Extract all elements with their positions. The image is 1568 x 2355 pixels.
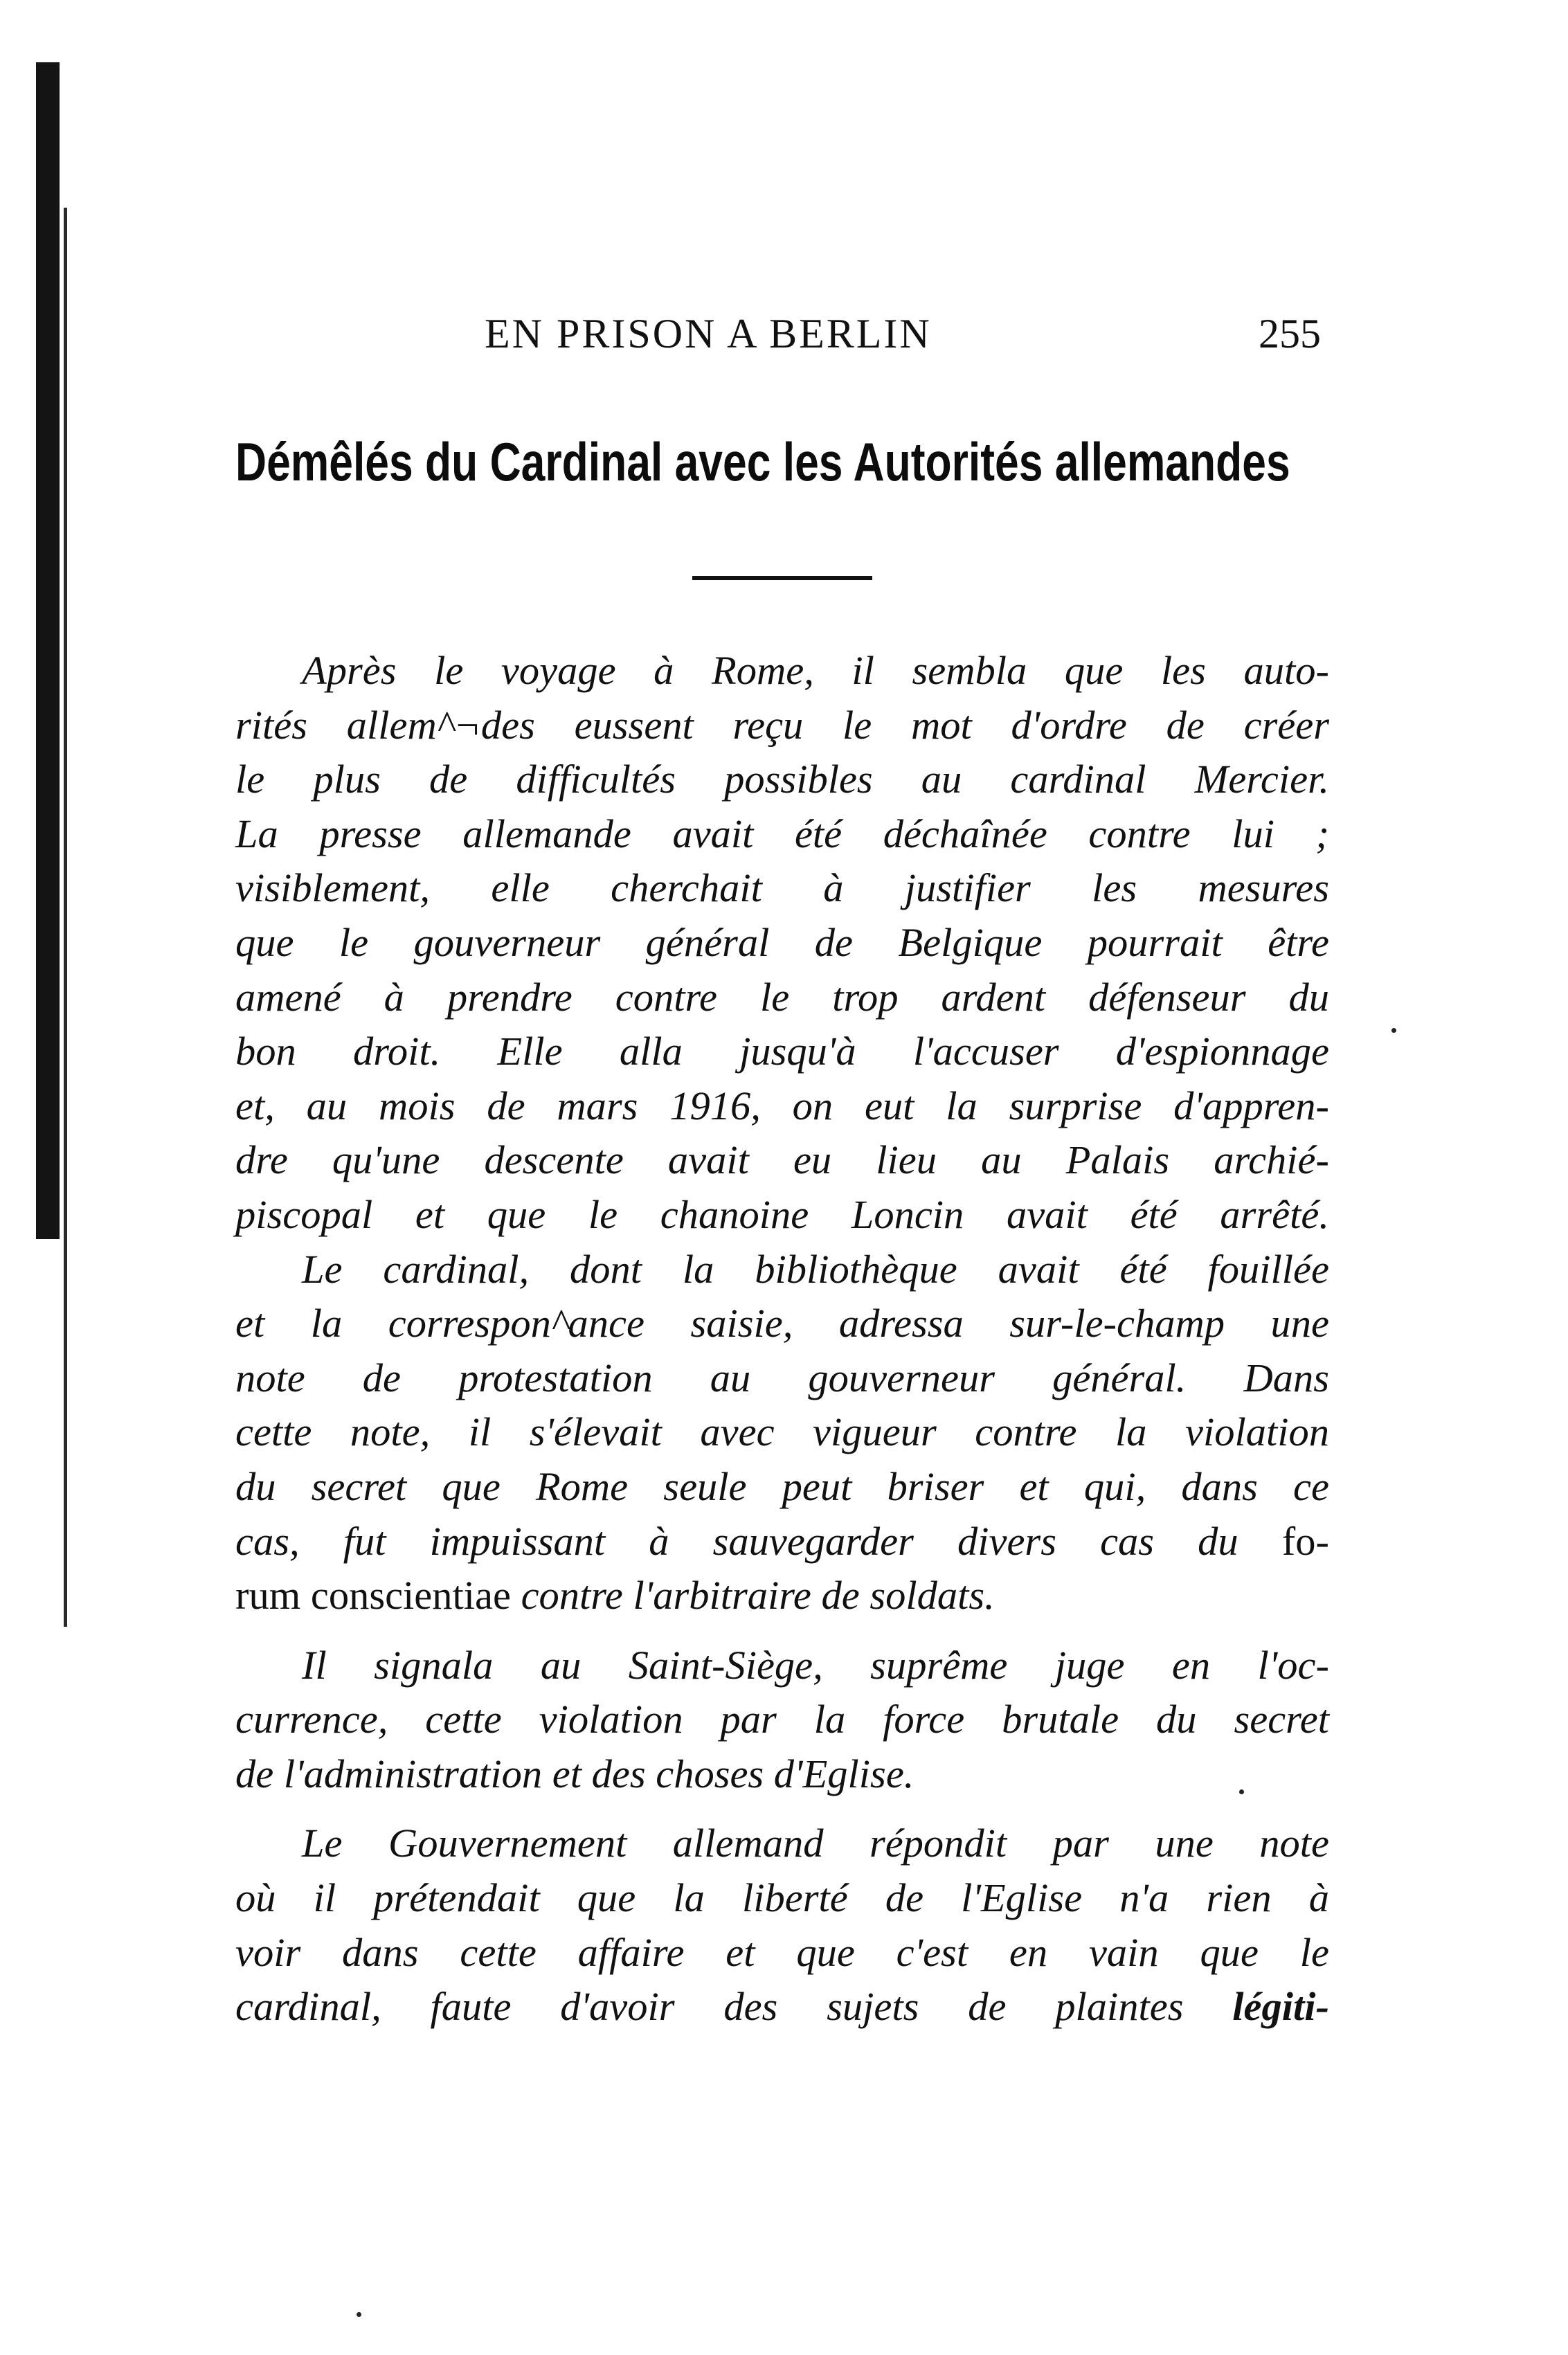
page-binding-edge bbox=[36, 62, 60, 1239]
paragraph-4-line-4-bold: légiti- bbox=[1232, 1984, 1329, 2030]
paragraph-1-line-6: que le gouverneur général de Belgique pourrait être bbox=[235, 919, 1329, 965]
paragraph-4-line-3: voir dans cette affaire et que c'est en vain que le bbox=[235, 1929, 1329, 1975]
paragraph-4-line-2: où il prétendait que la liberté de l'Eglise n'a rien à bbox=[235, 1875, 1329, 1921]
paragraph-1-line-1: Après le voyage à Rome, il sembla que les auto- bbox=[302, 648, 1329, 693]
paragraph-2-line-6-upright: fo- bbox=[1281, 1518, 1330, 1564]
paragraph-3-line-2: currence, cette violation par la force brutale du secret bbox=[235, 1697, 1329, 1742]
paragraph-4-line-4-italic: cardinal, faute d'avoir des sujets de plaintes bbox=[235, 1984, 1184, 2030]
paragraph-1-line-4: La presse allemande avait été déchaînée contre lui ; bbox=[235, 811, 1329, 856]
running-head-title: EN PRISON A BERLIN bbox=[485, 311, 932, 357]
paragraph-3-line-1: Il signala au Saint-Siège, suprême juge en l'oc- bbox=[302, 1642, 1329, 1688]
paragraph-2-line-3: note de protestation au gouverneur général. Dans bbox=[235, 1355, 1329, 1400]
body-text bbox=[235, 644, 1329, 2034]
paragraph-1-line-10: dre qu'une descente avait eu lieu au Palais archié- bbox=[235, 1137, 1329, 1183]
chapter-title: Démêlés du Cardinal avec les Autorités allemandes bbox=[235, 431, 1290, 492]
paragraph-1-line-7: amené à prendre contre le trop ardent défenseur du bbox=[235, 974, 1329, 1020]
paragraph-2-line-6-italic: cas, fut impuissant à sauvegarder divers cas du bbox=[235, 1518, 1238, 1564]
stray-dot-mark bbox=[1391, 1028, 1396, 1033]
stray-dot-mark bbox=[357, 2312, 361, 2317]
running-head bbox=[0, 310, 1568, 366]
paragraph-1-line-2: rités allem^¬des eussent reçu le mot d'ordre de créer bbox=[235, 702, 1329, 748]
paragraph-2-line-4: cette note, il s'élevait avec vigueur contre la violation bbox=[235, 1409, 1329, 1455]
paragraph-1-line-5: visiblement, elle cherchait à justifier les mesures bbox=[235, 865, 1329, 911]
paragraph-4-line-4 bbox=[235, 1980, 1329, 2034]
paragraph-2-line-7-upright-rum: rum bbox=[235, 1573, 301, 1618]
title-divider-rule bbox=[692, 576, 872, 580]
page-number: 255 bbox=[1259, 311, 1321, 357]
paragraph-gap bbox=[235, 1801, 1329, 1816]
paragraph-2-line-5: du secret que Rome seule peut briser et qui, dans ce bbox=[235, 1463, 1329, 1509]
paragraph-1-line-9: et, au mois de mars 1916, on eut la surprise d'appren- bbox=[235, 1083, 1329, 1128]
paragraph-gap bbox=[235, 1623, 1329, 1639]
stray-dot-mark bbox=[1239, 1789, 1244, 1794]
paragraph-2-line-7 bbox=[235, 1569, 1329, 1623]
paragraph-1-line-11: piscopal et que le chanoine Loncin avait été arrêté. bbox=[235, 1191, 1329, 1237]
paragraph-1-line-8: bon droit. Elle alla jusqu'à l'accuser d'espionnage bbox=[235, 1029, 1329, 1074]
paragraph-4-line-1: Le Gouvernement allemand répondit par une note bbox=[302, 1821, 1329, 1866]
paragraph-2-line-7-italic: contre l'arbitraire de soldats. bbox=[521, 1573, 995, 1618]
paragraph-3-line-3: de l'administration et des choses d'Eglise. bbox=[235, 1751, 914, 1796]
page-binding-shadow bbox=[64, 208, 67, 1627]
paragraph-2-line-2: et la correspon^ance saisie, adressa sur-le-champ une bbox=[235, 1301, 1329, 1346]
paragraph-1-line-3: le plus de difficultés possibles au cardinal Mercier. bbox=[235, 757, 1329, 802]
paragraph-2-line-7-upright-conscientiae: conscientiae bbox=[310, 1573, 511, 1618]
paragraph-2-line-6 bbox=[235, 1515, 1329, 1569]
paragraph-2-line-1: Le cardinal, dont la bibliothèque avait été fouillée bbox=[302, 1246, 1329, 1292]
